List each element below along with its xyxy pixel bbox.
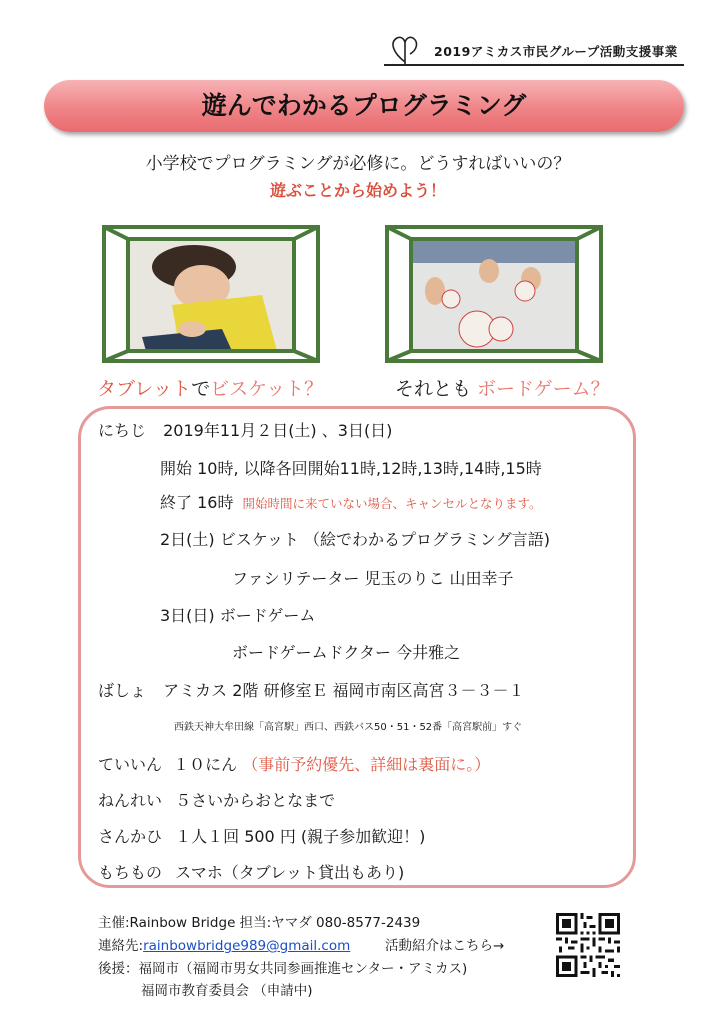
caption-biscuit: ビスケット？ xyxy=(210,378,324,400)
age-value: ５さいからおとなまで xyxy=(175,791,336,810)
capacity-note: （事前予約優先、詳細は裏面に。） xyxy=(242,755,491,774)
caption-soretomo: それとも xyxy=(395,378,478,400)
tablet-child-photo xyxy=(102,225,320,363)
bring-label: もちもの xyxy=(98,863,163,882)
bring-value: スマホ（タブレット貸出もあり) xyxy=(175,863,405,882)
place-value: アミカス 2階 研修室Ｅ 福岡市南区高宮３－３－１ xyxy=(163,681,525,700)
support-line-1: 後援：福岡市（福岡市男女共同参画推進センター・アミカス) xyxy=(98,961,468,977)
organizer-info: 主催:Rainbow Bridge 担当:ヤマダ 080-8577-2439 xyxy=(98,915,421,931)
fee-row xyxy=(98,824,425,847)
page-title: 遊んでわかるプログラミング xyxy=(201,91,527,120)
heart-logo-icon xyxy=(388,32,422,68)
support-line-2: 福岡市教育委員会 （申請中) xyxy=(141,983,313,999)
contact-email-link[interactable]: rainbowbridge989@gmail.com xyxy=(143,938,351,954)
date-label: にちじ xyxy=(98,421,147,440)
date-value: 2019年11月２日(土) 、3日(日) xyxy=(163,421,393,440)
caption-boardgame xyxy=(395,374,610,401)
caption-boardgame-word: ボードゲーム？ xyxy=(477,378,610,400)
place-row xyxy=(98,678,525,701)
capacity-row xyxy=(98,752,490,775)
board-game-photo xyxy=(385,225,603,363)
day2-facilitator: ファシリテーター 児玉のりこ 山田幸子 xyxy=(232,569,514,588)
fee-label: さんかひ xyxy=(98,827,163,846)
access-info: 西鉄天神大牟田線「高宮駅」西口、西鉄バス50・51・52番「高宮駅前」すぐ xyxy=(174,722,523,733)
end-time: 終了 16時 xyxy=(160,493,234,512)
age-label: ねんれい xyxy=(98,791,163,810)
day2-program: 2日(土) ビスケット （絵でわかるプログラミング言語) xyxy=(160,530,550,549)
capacity-label: ていいん xyxy=(98,755,163,774)
cancel-note: 開始時間に来ていない場合、キャンセルとなります。 xyxy=(242,496,542,511)
day3-program: 3日(日) ボードゲーム xyxy=(160,606,316,625)
end-time-row xyxy=(160,490,542,513)
start-times: 開始 10時, 以降各回開始11時,12時,13時,14時,15時 xyxy=(160,459,542,478)
bring-row xyxy=(98,860,404,883)
caption-tablet xyxy=(97,374,323,401)
caption-de: で xyxy=(191,378,211,400)
fee-value: １人１回 500 円 (親子参加歓迎！) xyxy=(175,827,426,846)
capacity-value: １０にん xyxy=(173,755,238,774)
program-label: 2019アミカス市民グループ活動支援事業 xyxy=(434,44,678,59)
day3-doctor: ボードゲームドクター 今井雅之 xyxy=(232,643,461,662)
date-row xyxy=(98,418,392,441)
age-row xyxy=(98,788,335,811)
caption-tablet-word: タブレット xyxy=(97,378,192,400)
intro-slogan: 遊ぶことから始めよう！ xyxy=(269,181,446,200)
intro-line: 小学校でプログラミングが必修に。どうすればいいの？ xyxy=(145,154,571,174)
activity-link-text: 活動紹介はこちら→ xyxy=(385,938,505,954)
contact-row xyxy=(98,934,350,954)
contact-label: 連絡先: xyxy=(98,938,144,954)
place-label: ばしょ xyxy=(98,681,147,700)
header-divider xyxy=(384,64,684,66)
qr-code[interactable] xyxy=(556,913,620,977)
